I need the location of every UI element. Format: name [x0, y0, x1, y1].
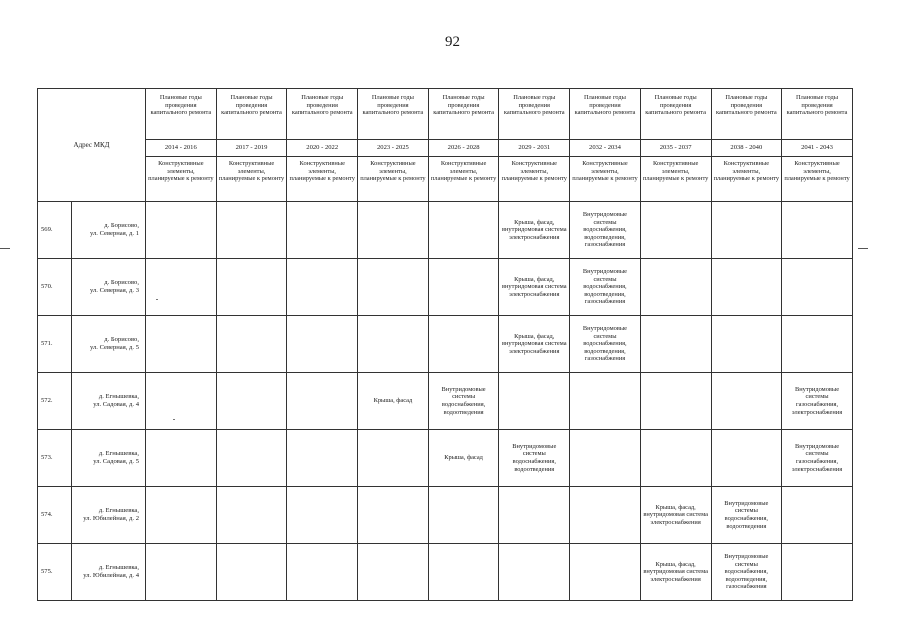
address-line: д. Егнышевка,: [98, 450, 139, 458]
repair-elements-cell: [711, 202, 782, 259]
address-line: ул. Юбилейная, д. 2: [83, 515, 139, 522]
address-line: д. Борисово,: [104, 279, 139, 287]
period-label-header: Плановые годы проведения капитального ремонта: [782, 89, 853, 140]
repair-elements-cell: [216, 430, 287, 487]
repair-elements-cell: [570, 373, 641, 430]
year-range-header: 2041 - 2043: [782, 140, 853, 157]
period-label-header: Плановые годы проведения капитального ремонта: [216, 89, 287, 140]
address-line: д. Егнышевка,: [98, 564, 139, 572]
repair-elements-cell: Внутридомовые системы водоснабжения, водоотведения: [711, 487, 782, 544]
repair-elements-cell: [782, 316, 853, 373]
repair-elements-cell: [287, 430, 358, 487]
address-line: ул. Садовая, д. 5: [93, 458, 139, 465]
repair-elements-cell: [640, 259, 711, 316]
table-row: [38, 430, 853, 487]
year-range-header: 2035 - 2037: [640, 140, 711, 157]
repair-elements-cell: [358, 544, 429, 601]
elements-label-header: Конструктивные элементы, планируемые к ремонту: [499, 157, 570, 202]
repair-elements-cell: Внутридомовые системы водоснабжения, водоотведения, газоснабжения: [570, 202, 641, 259]
repair-elements-cell: [216, 316, 287, 373]
year-range-header: 2029 - 2031: [499, 140, 570, 157]
repair-elements-cell: [428, 202, 499, 259]
repair-elements-cell: Внутридомовые системы водоснабжения, водоотведения, газоснабжения: [570, 316, 641, 373]
repair-elements-cell: [216, 487, 287, 544]
scan-artifact-right: [858, 248, 868, 249]
year-range-header: 2017 - 2019: [216, 140, 287, 157]
repair-elements-cell: [146, 316, 217, 373]
elements-label-header: Конструктивные элементы, планируемые к ремонту: [146, 157, 217, 202]
address-line: д. Егнышевка,: [98, 393, 139, 401]
repair-elements-cell: [782, 544, 853, 601]
table-row: [38, 259, 853, 316]
repair-elements-cell: [287, 373, 358, 430]
repair-elements-cell: [146, 430, 217, 487]
repair-elements-cell: [499, 373, 570, 430]
year-range-header: 2020 - 2022: [287, 140, 358, 157]
address-line: ул. Северная, д. 3: [89, 287, 139, 294]
address-line: д. Борисово,: [104, 336, 139, 344]
building-address: [72, 487, 146, 544]
address-column-header: Адрес МКД: [38, 89, 146, 202]
repair-elements-cell: [640, 373, 711, 430]
year-range-header: 2026 - 2028: [428, 140, 499, 157]
repair-elements-cell: [428, 487, 499, 544]
repair-elements-cell: [287, 487, 358, 544]
repair-elements-cell: Крыша, фасад, внутридомовая система электроснабжения: [499, 202, 570, 259]
repair-elements-cell: [358, 259, 429, 316]
table-row: [38, 316, 853, 373]
period-label-header: Плановые годы проведения капитального ремонта: [287, 89, 358, 140]
period-label-header: Плановые годы проведения капитального ремонта: [358, 89, 429, 140]
year-range-header: 2032 - 2034: [570, 140, 641, 157]
repair-elements-cell: Крыша, фасад: [428, 430, 499, 487]
table-row: [38, 544, 853, 601]
elements-label-header: Конструктивные элементы, планируемые к ремонту: [782, 157, 853, 202]
elements-label-header: Конструктивные элементы, планируемые к ремонту: [640, 157, 711, 202]
repair-elements-cell: [146, 373, 217, 430]
year-range-header: 2038 - 2040: [711, 140, 782, 157]
repair-elements-cell: [358, 316, 429, 373]
repair-elements-cell: [640, 316, 711, 373]
period-label-header: Плановые годы проведения капитального ремонта: [499, 89, 570, 140]
repair-elements-cell: Крыша, фасад, внутридомовая система электроснабжения: [499, 259, 570, 316]
repair-elements-cell: [711, 316, 782, 373]
header-row-elements: [38, 157, 853, 202]
repair-elements-cell: Внутридомовые системы водоснабжения, водоотведения: [428, 373, 499, 430]
repair-elements-cell: [499, 487, 570, 544]
address-line: д. Борисово,: [104, 222, 139, 230]
repair-elements-cell: [570, 487, 641, 544]
repair-elements-cell: [570, 430, 641, 487]
repair-elements-cell: [287, 202, 358, 259]
capital-repair-schedule-table: [37, 88, 853, 601]
building-address: [72, 430, 146, 487]
repair-elements-cell: Крыша, фасад: [358, 373, 429, 430]
period-label-header: Плановые годы проведения капитального ремонта: [711, 89, 782, 140]
repair-elements-cell: [640, 202, 711, 259]
repair-elements-cell: Внутридомовые системы водоснабжения, водоотведения, газоснабжения: [711, 544, 782, 601]
address-line: ул. Северная, д. 5: [89, 344, 139, 351]
repair-elements-cell: [428, 316, 499, 373]
repair-elements-cell: Внутридомовые системы водоснабжения, водоотведения: [499, 430, 570, 487]
building-address: [72, 202, 146, 259]
table-row: [38, 373, 853, 430]
table-header: [38, 89, 853, 202]
repair-elements-cell: [782, 202, 853, 259]
repair-elements-cell: Внутридомовые системы газоснабжения, электроснабжения: [782, 373, 853, 430]
period-label-header: Плановые годы проведения капитального ремонта: [428, 89, 499, 140]
elements-label-header: Конструктивные элементы, планируемые к ремонту: [711, 157, 782, 202]
building-address: [72, 373, 146, 430]
repair-elements-cell: [146, 202, 217, 259]
row-number: 569.: [38, 202, 72, 259]
address-line: ул. Садовая, д. 4: [93, 401, 139, 408]
repair-elements-cell: [216, 373, 287, 430]
repair-elements-cell: [711, 259, 782, 316]
repair-elements-cell: [428, 544, 499, 601]
scan-artifact-left: [0, 248, 10, 249]
row-number: 575.: [38, 544, 72, 601]
table-row: [38, 202, 853, 259]
address-line: ул. Юбилейная, д. 4: [83, 572, 139, 579]
repair-elements-cell: [358, 430, 429, 487]
page-number: 92: [445, 34, 460, 50]
building-address: [72, 544, 146, 601]
repair-elements-cell: [146, 544, 217, 601]
repair-elements-cell: [782, 487, 853, 544]
elements-label-header: Конструктивные элементы, планируемые к ремонту: [570, 157, 641, 202]
header-row-period: [38, 89, 853, 140]
repair-elements-cell: [711, 430, 782, 487]
repair-elements-cell: [287, 259, 358, 316]
repair-elements-cell: [146, 259, 217, 316]
row-number: 573.: [38, 430, 72, 487]
repair-elements-cell: [499, 544, 570, 601]
elements-label-header: Конструктивные элементы, планируемые к ремонту: [287, 157, 358, 202]
period-label-header: Плановые годы проведения капитального ремонта: [146, 89, 217, 140]
building-address: [72, 259, 146, 316]
elements-label-header: Конструктивные элементы, планируемые к ремонту: [428, 157, 499, 202]
repair-elements-cell: [711, 373, 782, 430]
period-label-header: Плановые годы проведения капитального ремонта: [640, 89, 711, 140]
address-line: ул. Северная, д. 1: [89, 230, 139, 237]
period-label-header: Плановые годы проведения капитального ремонта: [570, 89, 641, 140]
year-range-header: 2014 - 2016: [146, 140, 217, 157]
repair-elements-cell: Внутридомовые системы водоснабжения, водоотведения, газоснабжения: [570, 259, 641, 316]
year-range-header: 2023 - 2025: [358, 140, 429, 157]
row-number: 572.: [38, 373, 72, 430]
repair-elements-cell: [428, 259, 499, 316]
repair-elements-cell: [146, 487, 217, 544]
repair-elements-cell: [216, 259, 287, 316]
row-number: 570.: [38, 259, 72, 316]
repair-elements-cell: [782, 259, 853, 316]
repair-elements-cell: Крыша, фасад, внутридомовая система электроснабжения: [640, 544, 711, 601]
repair-elements-cell: [358, 202, 429, 259]
repair-elements-cell: [216, 544, 287, 601]
table-row: [38, 487, 853, 544]
row-number: 574.: [38, 487, 72, 544]
building-address: [72, 316, 146, 373]
repair-elements-cell: Крыша, фасад, внутридомовая система электроснабжения: [640, 487, 711, 544]
repair-elements-cell: [358, 487, 429, 544]
header-row-years: [38, 140, 853, 157]
repair-elements-cell: Внутридомовые системы газоснабжения, электроснабжения: [782, 430, 853, 487]
address-line: д. Егнышевка,: [98, 507, 139, 515]
repair-elements-cell: [640, 430, 711, 487]
repair-elements-cell: [287, 316, 358, 373]
repair-elements-cell: Крыша, фасад, внутридомовая система электроснабжения: [499, 316, 570, 373]
row-number: 571.: [38, 316, 72, 373]
elements-label-header: Конструктивные элементы, планируемые к ремонту: [358, 157, 429, 202]
repair-elements-cell: [570, 544, 641, 601]
repair-elements-cell: [216, 202, 287, 259]
table-body: [38, 202, 853, 601]
elements-label-header: Конструктивные элементы, планируемые к ремонту: [216, 157, 287, 202]
repair-elements-cell: [287, 544, 358, 601]
